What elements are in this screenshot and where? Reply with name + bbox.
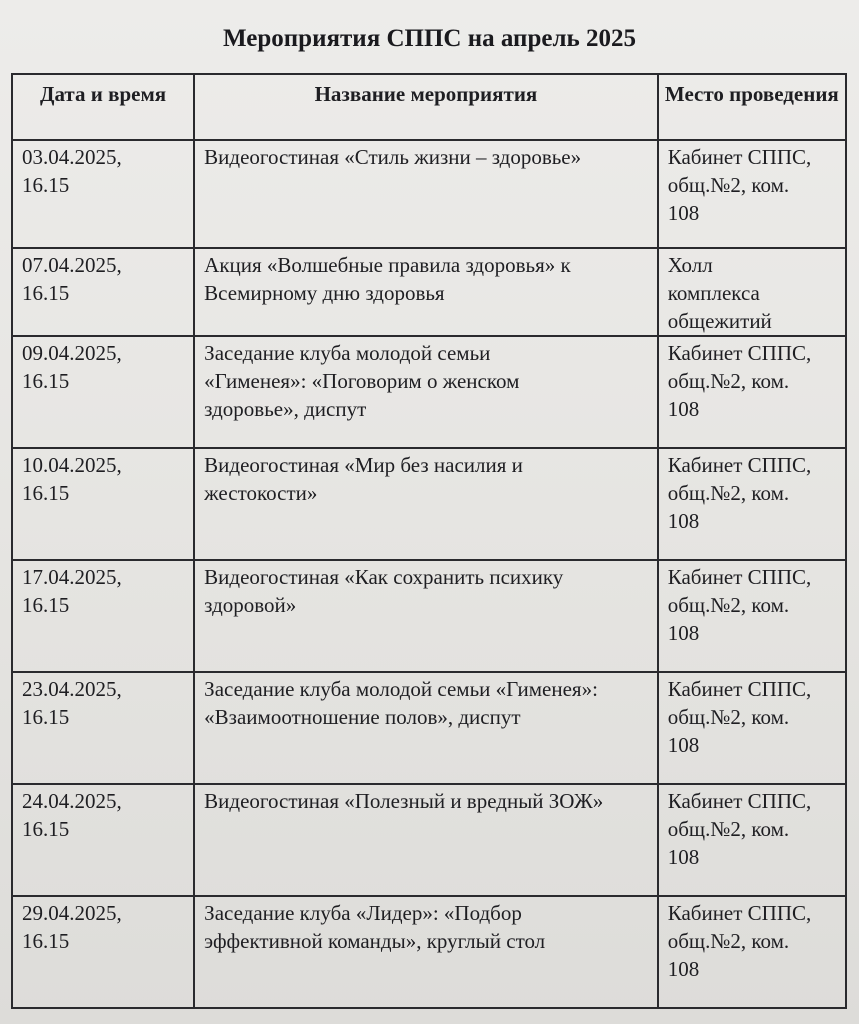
header-place: Место проведения bbox=[658, 74, 846, 140]
cell-name: Акция «Волшебные правила здоровья» к Всемирному дню здоровья bbox=[194, 248, 658, 336]
table-row bbox=[12, 248, 846, 336]
cell-name: Видеогостиная «Полезный и вредный ЗОЖ» bbox=[194, 784, 658, 896]
cell-date: 07.04.2025, 16.15 bbox=[12, 248, 194, 336]
cell-place: Кабинет СППС, общ.№2, ком. 108 bbox=[658, 784, 846, 896]
cell-name: Видеогостиная «Стиль жизни – здоровье» bbox=[194, 140, 658, 248]
cell-name: Видеогостиная «Мир без насилия и жестокости» bbox=[194, 448, 658, 560]
cell-name: Заседание клуба «Лидер»: «Подбор эффективной команды», круглый стол bbox=[194, 896, 658, 1008]
cell-place: Кабинет СППС, общ.№2, ком. 108 bbox=[658, 560, 846, 672]
cell-date: 09.04.2025, 16.15 bbox=[12, 336, 194, 448]
cell-place: Кабинет СППС, общ.№2, ком. 108 bbox=[658, 896, 846, 1008]
cell-name: Заседание клуба молодой семьи «Гименея»: «Поговорим о женском здоровье», диспут bbox=[194, 336, 658, 448]
cell-date: 24.04.2025, 16.15 bbox=[12, 784, 194, 896]
cell-place: Холл комплекса общежитий bbox=[658, 248, 846, 336]
cell-name: Заседание клуба молодой семьи «Гименея»: «Взаимоотношение полов», диспут bbox=[194, 672, 658, 784]
table-row bbox=[12, 784, 846, 896]
cell-date: 17.04.2025, 16.15 bbox=[12, 560, 194, 672]
cell-place: Кабинет СППС, общ.№2, ком. 108 bbox=[658, 140, 846, 248]
cell-date: 23.04.2025, 16.15 bbox=[12, 672, 194, 784]
cell-place: Кабинет СППС, общ.№2, ком. 108 bbox=[658, 336, 846, 448]
cell-name: Видеогостиная «Как сохранить психику здоровой» bbox=[194, 560, 658, 672]
cell-date: 03.04.2025, 16.15 bbox=[12, 140, 194, 248]
table-header-row bbox=[12, 74, 846, 140]
events-table bbox=[11, 73, 847, 1009]
page-title: Мероприятия СППС на апрель 2025 bbox=[223, 25, 636, 52]
cell-date: 29.04.2025, 16.15 bbox=[12, 896, 194, 1008]
table-row bbox=[12, 448, 846, 560]
cell-place: Кабинет СППС, общ.№2, ком. 108 bbox=[658, 448, 846, 560]
table-row bbox=[12, 140, 846, 248]
table-row bbox=[12, 336, 846, 448]
table-row bbox=[12, 896, 846, 1008]
cell-place: Кабинет СППС, общ.№2, ком. 108 bbox=[658, 672, 846, 784]
header-name: Название мероприятия bbox=[194, 74, 658, 140]
table-row bbox=[12, 560, 846, 672]
cell-date: 10.04.2025, 16.15 bbox=[12, 448, 194, 560]
header-date: Дата и время bbox=[12, 74, 194, 140]
table-row bbox=[12, 672, 846, 784]
